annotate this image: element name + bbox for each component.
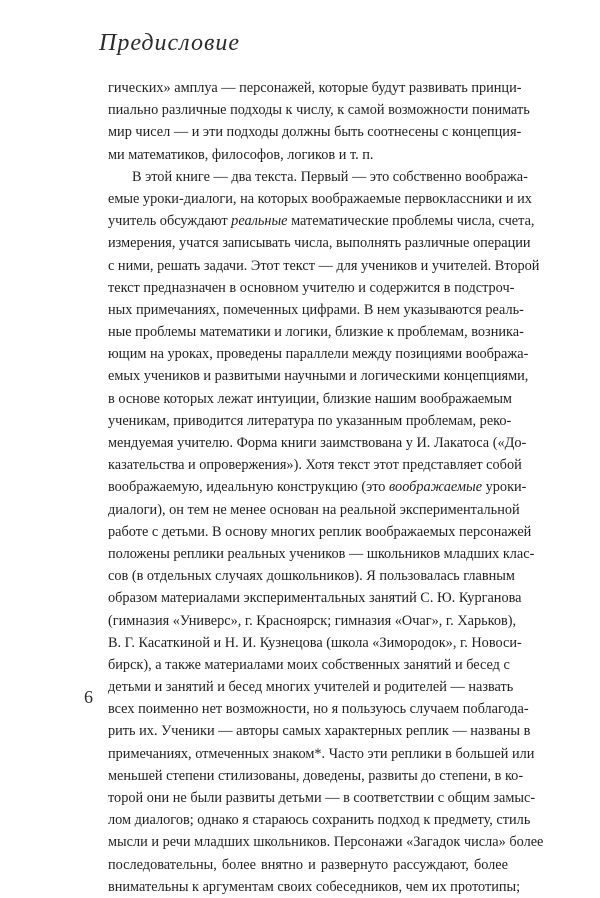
text-line [108,210,535,232]
text-line: образом материалами экспериментальных занятий С. Ю. Курганова [108,590,522,607]
text-line: пиально различные подходы к числу, к самой возможности понимать [108,102,530,119]
text-line: всех поименно нет возможности, но я пользуюсь случаем поблагода- [108,701,529,718]
text-line: ные проблемы математики и логики, близкие к проблемам, возника- [108,324,524,341]
page-number: 6 [84,687,93,707]
text-line: меньшей степени стилизованы, доведены, развиты до степени, в ко- [108,767,524,784]
text-line: ученикам, приводится литература по указанным проблемам, реко- [108,412,512,429]
text-line: емые уроки-диалоги, на которых воображаемые первоклассники и их [108,190,532,207]
text-line: казательства и опровержения»). Хотя текст этот представляет собой [108,457,522,474]
text-line: бирск), а также материалами моих собственных занятий и бесед с [108,656,510,673]
body-text [108,77,544,898]
text-line: мир чисел — и эти подходы должны быть соотнесены с концепция- [108,124,522,141]
italic-text-span: воображаемые [389,479,483,496]
text-line: рить их. Ученики — авторы самых характерных реплик — названы в [108,723,531,740]
text-line: В. Г. Касаткиной и Н. И. Кузнецова (школа «Зимородок», г. Новоси- [108,634,522,651]
text-line: работе с детьми. В основу многих реплик воображаемых персонажей [108,523,532,540]
text-line: положены реплики реальных учеников — школьников младших клас- [108,545,535,562]
text-span: уроки- [482,479,527,496]
text-line: последовательны, более внятно и развернуто рассуждают, более [108,856,508,873]
text-line: мысли и речи младших школьников. Персонажи «Загадок числа» более [108,834,544,851]
text-line: внимательны к аргументам своих собеседников, чем их прототипы; [108,878,521,895]
text-line: измерения, учатся записывать числа, выполнять различные операции [108,235,531,252]
italic-text-span: реальные [231,213,288,230]
chapter-title: Предисловие [99,30,241,56]
text-line: мендуемая учителю. Форма книги заимствована у И. Лакатоса («До- [108,435,527,451]
text-span: воображаемую, идеальную конструкцию (это [108,479,390,496]
text-line: лом диалогов; однако я стараюсь сохранить подход к предмету, стиль [108,812,531,829]
text-line: ных примечаниях, помеченных цифрами. В нем указываются реаль- [108,301,524,318]
text-line: гических» амплуа — персонажей, которые будут развивать принци- [108,80,522,96]
text-line: сов (в отдельных случаях дошкольников). Я пользовалась главным [108,568,515,585]
text-line: емых учеников и развитыми научными и логическими концепциями, [108,368,529,385]
text-line: детьми и занятий и бесед многих учителей и родителей — назвать [108,679,514,696]
text-line: ми математиков, философов, логиков и т. п. [108,146,374,163]
text-line: текст предназначен в основном учителю и содержится в подстроч- [108,279,515,296]
text-line: В этой книге — два текста. Первый — это собственно вообража- [132,168,528,185]
text-line [108,476,527,498]
text-line: торой они не были развиты детьми — в соответствии с общим замыс- [108,790,536,806]
text-line: ющим на уроках, проведены параллели между позициями вообража- [108,346,529,363]
text-line: (гимназия «Универс», г. Красноярск; гимназия «Очаг», г. Харьков), [108,612,517,629]
text-span: учитель обсуждают [108,213,232,230]
text-line: в основе которых лежат интуиции, близкие нашим воображаемым [108,390,512,407]
text-line: с ними, решать задачи. Этот текст — для учеников и учителей. Второй [108,257,540,274]
text-line: диалоги), он тем не менее основан на реальной экспериментальной [108,501,520,518]
text-span: математические проблемы числа, счета, [287,213,535,230]
text-line: примечаниях, отмеченных знаком*. Часто эти реплики в большей или [108,745,535,762]
